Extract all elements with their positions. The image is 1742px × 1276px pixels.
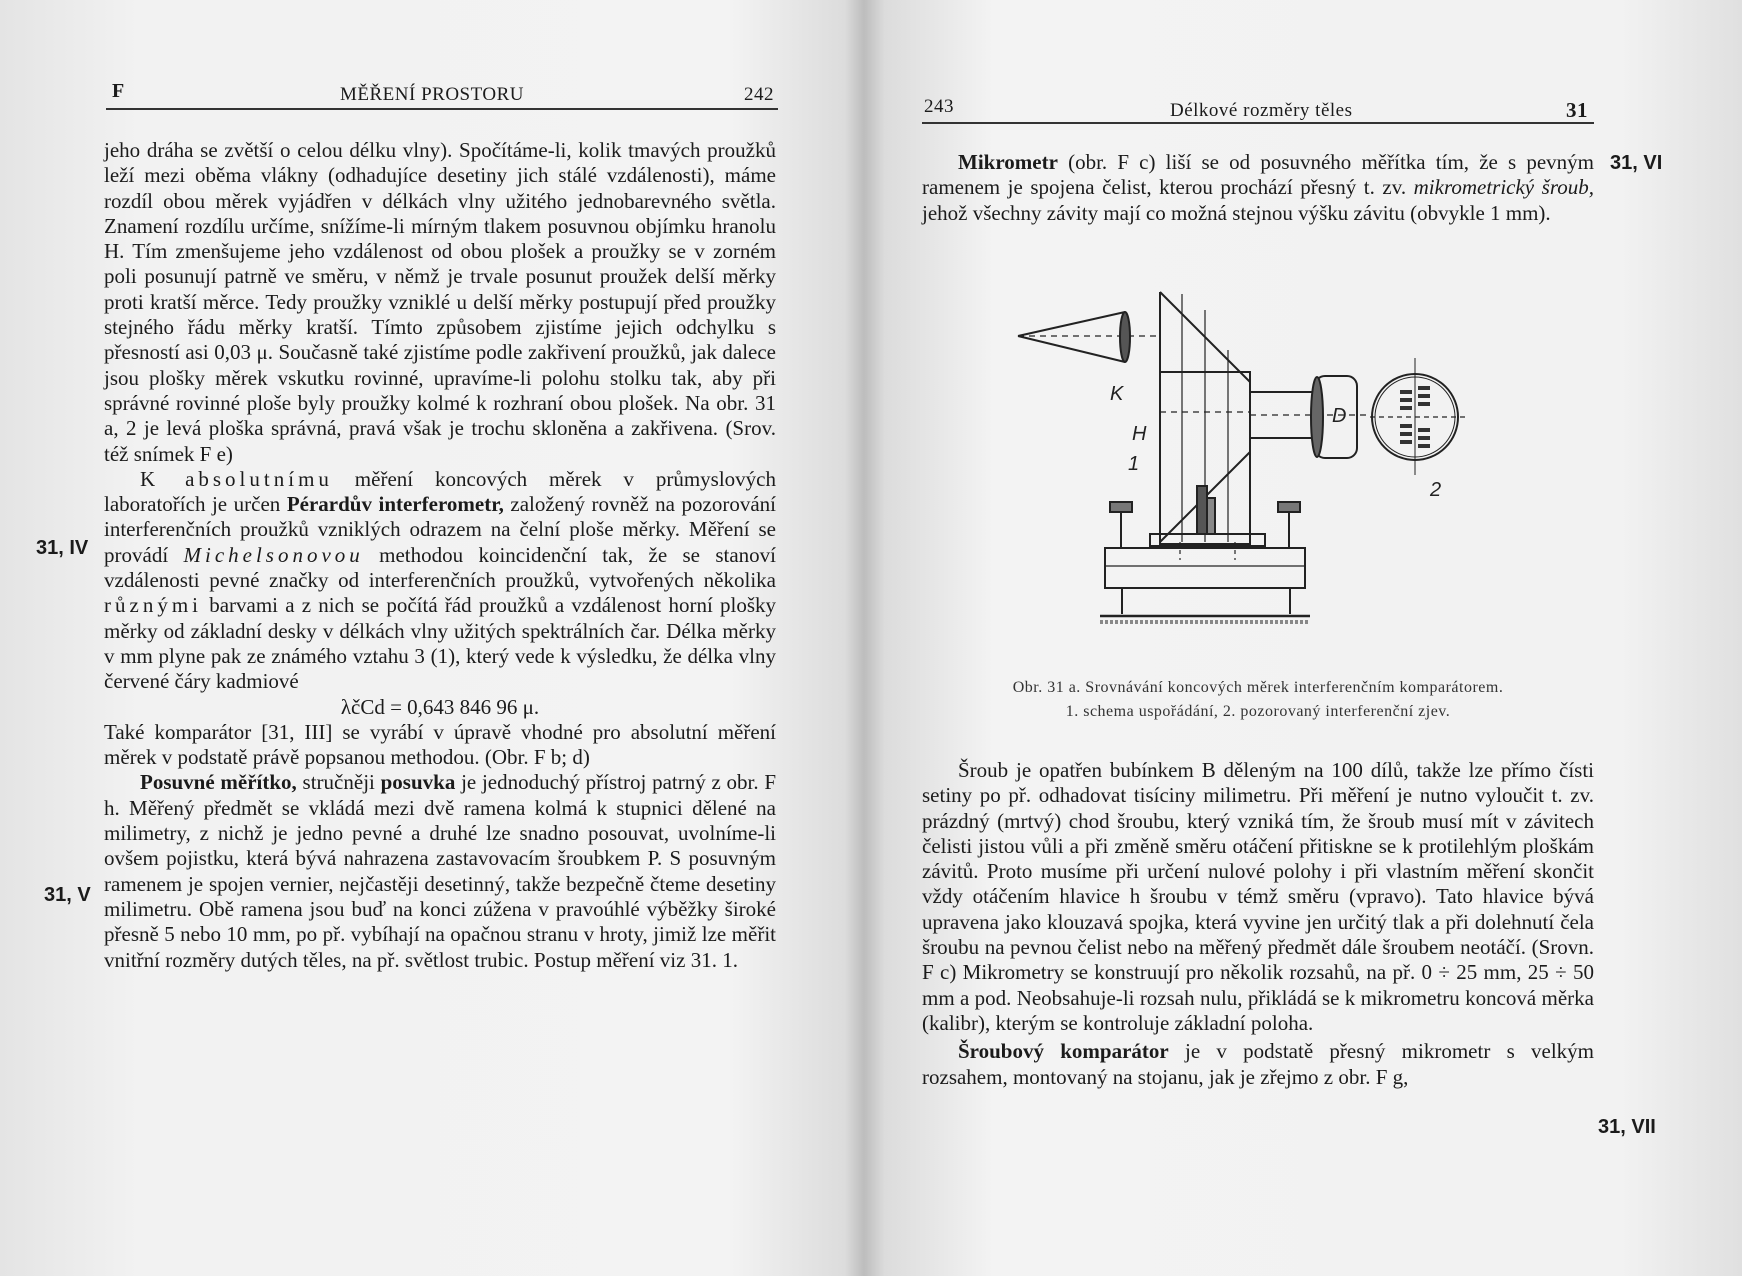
text-run: je jednoduchý přístroj patrný z obr. F h. Měřený předmět se vkládá mezi dvě ramena kolmá k stupnici dělené na milimetry, z nichž je jedno pevné a druhé lze snadno posouvat, uvolníme-li ovšem pojistku, která bývá nahrazena zastavovacím šroubkem P. S posuvným ramenem je spojen vernier, nejčastěji desetinný, takže bezpečně čteme desetiny milimetru. Obě ramena jsou buď na konci zúžena v pravoúhlé výběžky široké přesně 5 nebo 10 mm, po př. vybíhají na opačnou stranu v hroty, jimiž lze měřit vnitřní rozměry dutých těles, na př. světlost trubic. Postup měření viz 31. 1. [104,770,777,972]
page-number: 242 [744,84,774,105]
spaced-text: K absolutnímu [140,466,333,491]
spaced-text: různými [104,593,202,618]
margin-ref-vi: 31, VI [1610,152,1663,174]
spaced-name: Michelsonovou [183,542,364,567]
header-rule [106,108,778,110]
text-run: (obr. F c) liší se od posuvného měřítka tím, že s pevným ramenem je spojena čelist, kterou prochází přesný t. zv. [922,150,1594,200]
figure-caption [922,676,1594,724]
text-run: jehož všechny závity mají co možná stejnou výšku závitu (obvykle 1 mm). [922,200,1551,225]
text-run: methodou koincidenční tak, že se stanoví vzdálenosti pevné značky od interferenčních proužků, vytvořených několika [104,542,776,593]
text-run: měření koncových měrek v průmyslových laboratořích je určen [104,466,776,517]
label-k: K [1110,383,1124,405]
light-ray [1018,336,1125,362]
gauge-block [1207,498,1215,534]
label-2: 2 [1430,479,1442,501]
label-d: D [1332,405,1347,427]
light-ray [1018,312,1125,336]
text-run: stručněji [296,770,381,795]
page-number: 243 [924,96,954,117]
caption-line: Obr. 31 a. Srovnávání koncových měrek interferenčním komparátorem. [1012,679,1504,696]
right-body [922,758,1594,1090]
margin-ref-iv: 31, IV [36,537,89,559]
figure-comparator-diagram [1010,280,1570,660]
paragraph: Také komparátor [31, III] se vyrábí v úpravě vhodné pro absolutní měření měrek v podstatě právě popsanou methodou. (Obr. F b; d) [104,719,776,770]
bold-term: Posuvné měřítko, [140,770,297,795]
gauge-block [1197,486,1207,534]
paragraph [104,770,776,972]
level-screw [1110,502,1132,512]
base-plate [1105,548,1305,588]
left-page [0,0,860,1276]
level-screw [1278,502,1300,512]
paragraph [922,150,1594,226]
paragraph: Šroub je opatřen bubínkem B děleným na 100 dílů, takže lze přímo čísti setiny po př. odhadovat tisíciny milimetru. Při měření je nutno vyloučit t. zv. prázdný (mrtvý) chod šroubu, který vzniká tím, že šroub musí mít v závitech čelisti jistou vůli a při změně směru otáčení přitiskne se k protilehlým ploškám závitů. Proto musíme při určení nulové polohy i při vlastním měření skončit vždy otáčením hlavice h šroubu v témž směru (vpravo). Tato hlavice bývá upravena jako klouzavá spojka, která vyvine jen určitý tlak a při dolehnutí čela šroubu na pevnou čelist nebo na měřený předmět dále šroubem neotáčí. (Srovn. F c) Mikrometry se konstruují pro několik rozsahů, na př. 0 ÷ 25 mm, 25 ÷ 50 mm a pod. Neobsahuje-li rozsah nulu, přikládá se k mikrometru koncová měrka (kalibr), kterým se kontroluje základní poloha. [922,758,1594,1035]
paragraph [922,1039,1594,1090]
text-run: založený rovněž na pozorování interferenčních proužků vzniklých odrazem na čelní ploše měrky. Měření se provádí [104,492,776,567]
left-body [104,138,776,973]
formula: λčCd = 0,643 846 96 μ. [340,694,540,719]
right-intro [922,150,1594,226]
lens-k [1120,312,1130,362]
margin-ref-vii: 31, VII [1598,1116,1656,1138]
paragraph [104,467,776,695]
label-1: 1 [1128,453,1140,475]
header-letter: F [112,80,125,102]
italic-term: mikrometrický šroub, [1413,175,1594,200]
header-title: MĚŘENÍ PROSTORU [340,84,524,105]
right-page [870,0,1742,1276]
bold-term: Šroubový komparátor [958,1039,1169,1064]
header-rule [922,122,1594,124]
bold-term: Pérardův interferometr, [286,492,504,517]
header-title: Délkové rozměry těles [1170,100,1353,121]
text-run: barvami a z nich se počítá řád proužků a vzdálenost horní plošky měrky od základní desky v délkách vlny užitých spektrálních čar. Délka měrky v mm plyne pak ze známého vztahu 3 (1), který vede k výsledku, že délka vlny červené čáry kadmiové [104,593,776,694]
bold-term: posuvka [380,770,456,795]
paragraph: jeho dráha se zvětší o celou délku vlny). Spočítáme-li, kolik tmavých proužků leží mezi oběma vlákny (odhadujíce desetiny jich stálé vzdálenosti), máme rozdíl obou měrek vyjádřen v délkách vlny užitého jednobarevného světla. Znamení rozdílu určíme, snížíme-li mírným tlakem posuvnou objímku hranolu H. Tím zmenšujeme jeho vzdálenost od obou plošek a proužky se v zorném poli posunují patrně ve směru, v němž je trvale posunut proužek delší měrky proti kratší měrce. Tedy proužky vzniklé u delší měrky postupují před proužky stejného řádu měrky kratší. Tímto způsobem zjistíme jejich odchylku s přesností asi 0,03 μ. Současně také zjistíme podle zakřivení proužků, jak dalece jsou plošky měrek vskutku rovinné, upravíme-li polohu stolku tak, aby při správné rovinné ploše byly proužky kolmé k rozhraní obou plošek. Na obr. 31 a, 2 je levá ploška správná, pravá však je trochu skloněna a zakřivena. (Srov. též snímek F e) [104,138,776,466]
bold-term: Mikrometr [958,150,1058,174]
caption-line: 1. schema uspořádání, 2. pozorovaný interferenční zjev. [1065,703,1451,720]
label-h: H [1132,423,1147,445]
text-run: je v podstatě přesný mikrometr s velkým rozsahem, montovaný na stojanu, jak je zřejmo z obr. F g, [922,1039,1594,1089]
margin-ref-v: 31, V [44,884,91,906]
chapter-number: 31 [1566,98,1588,122]
